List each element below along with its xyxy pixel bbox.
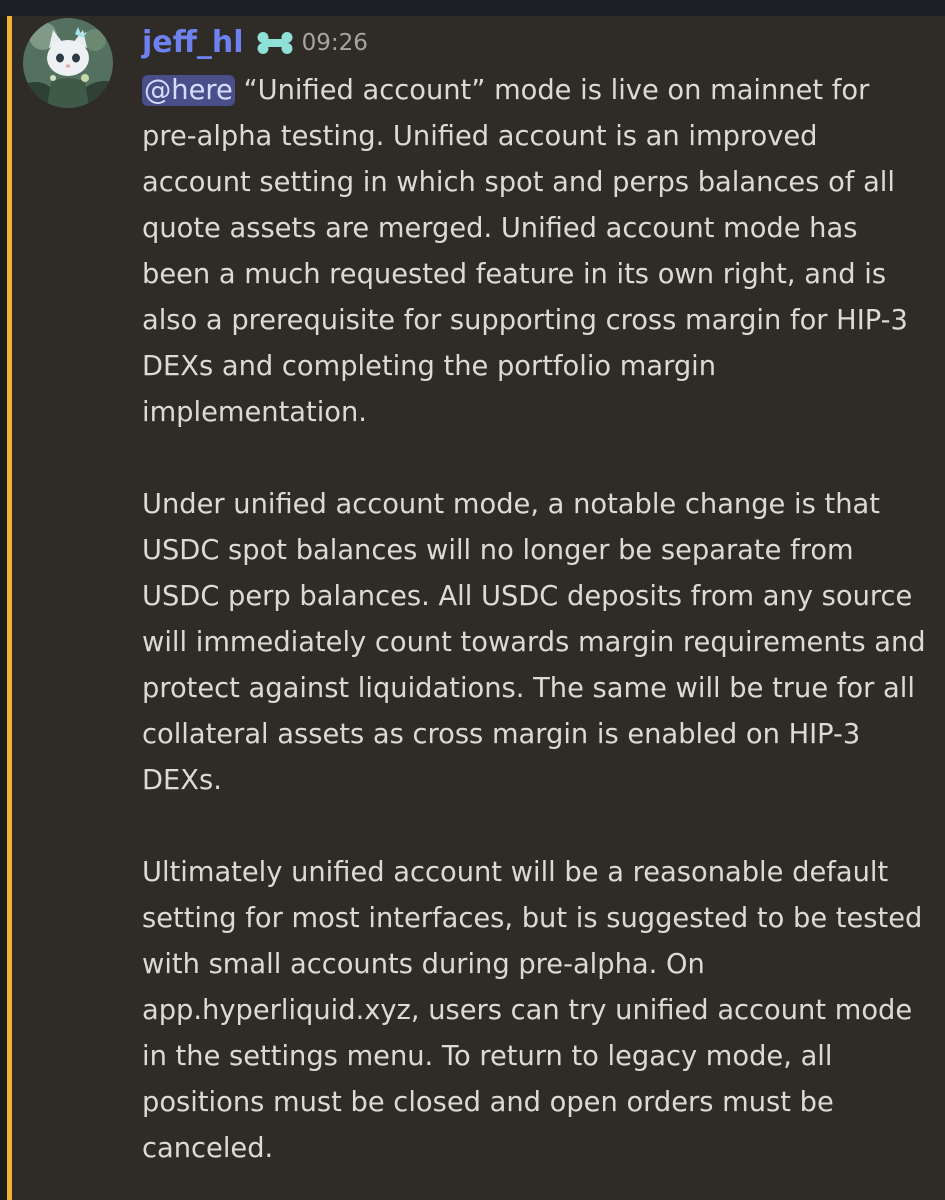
message-header: [142, 23, 368, 63]
username[interactable]: jeff_hl: [142, 25, 244, 60]
paragraph-gap: [142, 436, 932, 482]
top-bar: [0, 0, 945, 16]
paragraph-2: Under unified account mode, a notable change is that USDC spot balances will no longer be separate from USDC perp balances. All USDC deposits from any source will immediately count towards margin requirements and protect against liquidations. The same will be true for all collateral assets as cross margin is enabled on HIP-3 DEXs.: [142, 489, 926, 796]
bone-icon[interactable]: [256, 31, 294, 55]
left-strip: [0, 16, 7, 1200]
paragraph-3: Ultimately unified account will be a reasonable default setting for most interfaces, but is suggested to be tested with small accounts during pre-alpha. On app.hyperliquid.xyz, users can try unified account mode in the settings menu. To return to legacy mode, all positions must be closed and open orders must be canceled.: [142, 857, 923, 1164]
chat-message[interactable]: [12, 16, 945, 1200]
here-mention[interactable]: @here: [144, 75, 233, 106]
avatar-cat-icon: [23, 18, 113, 108]
paragraph-1-text: “Unified account” mode is live on mainnet for pre-alpha testing. Unified account is an improved account setting in which spot and perps balances of all quote assets are merged. Unified account mode has been a much requested feature in its own right, and is also a prerequisite for supporting cross margin for HIP-3 DEXs and completing the portfolio margin implementation.: [142, 75, 908, 428]
timestamp[interactable]: 09:26: [301, 30, 368, 56]
paragraph-1: [142, 68, 932, 436]
avatar[interactable]: [23, 18, 113, 108]
paragraph-gap: [142, 804, 932, 850]
message-content: [142, 68, 932, 1172]
